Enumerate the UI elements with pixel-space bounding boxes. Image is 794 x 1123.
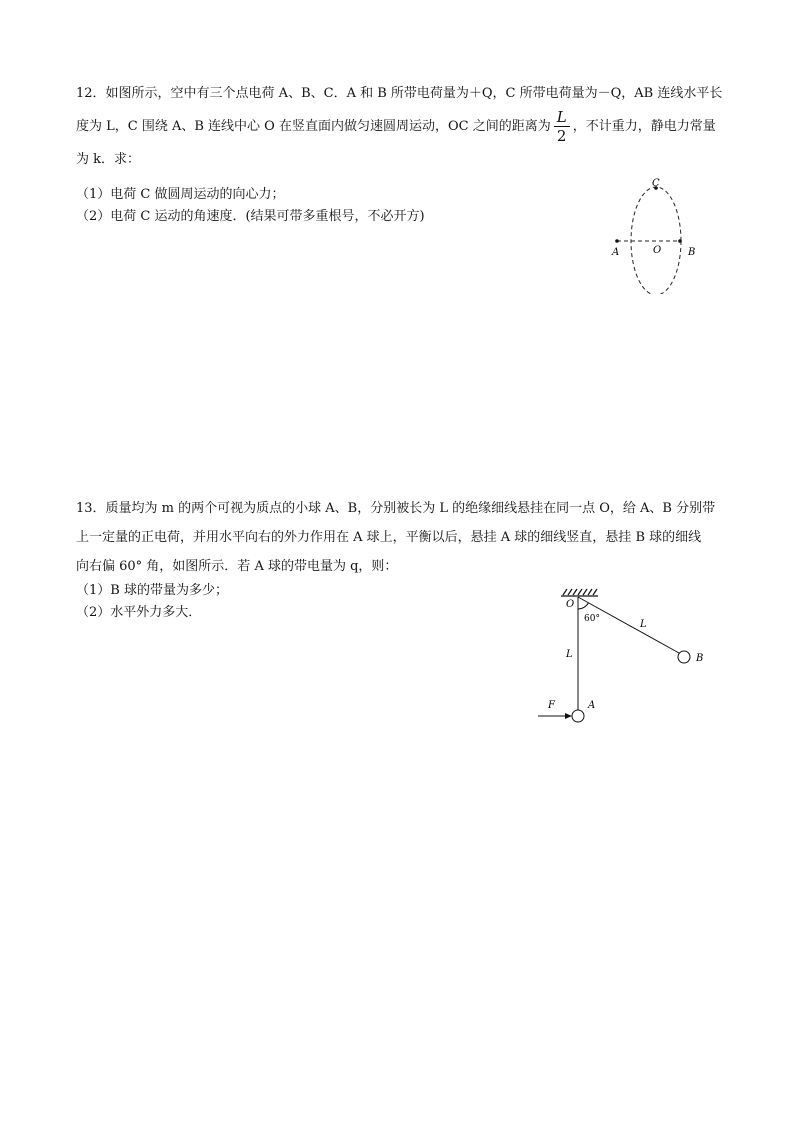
q13-sub-questions [76,580,228,624]
label-l-b: L [640,619,647,630]
question-12 [76,79,732,174]
q13-line-2: 上一定量的正电荷，并用水平向右的外力作用在 A 球上，平衡以后，悬挂 A 球的细线竖直，悬挂 B 球的细线 [76,530,702,545]
q13-figure-pendulum [530,585,720,730]
ball-b [678,651,690,663]
q12-line-2 [76,108,732,145]
q13-sub-question-2: （2）水平外力多大． [76,605,202,620]
q12-sub-question-1: （1）电荷 C 做圆周运动的向心力； [76,187,285,202]
force-arrow-head [565,713,572,719]
point-a [615,239,619,243]
q12-sub-question-2: （2）电荷 C 运动的角速度．(结果可带多重根号，不必开方) [76,209,425,224]
label-b: B [696,653,704,664]
angle-arc [578,603,589,609]
q12-figure-ellipse [600,172,710,294]
label-b: B [688,247,696,258]
ceiling-hatch [561,589,598,596]
question-13 [76,494,732,581]
label-c: C [652,178,660,189]
q12-line-3: 为 k．求： [76,152,141,167]
q12-line-1: 12．如图所示，空中有三个点电荷 A、B、C．A 和 B 所带电荷量为＋Q，C 所带电荷量为－Q，AB 连线水平长 [76,86,723,101]
fraction-numerator: L [554,108,570,127]
q12-line-2-text: 度为 L，C 围绕 A、B 连线中心 O 在竖直面内做匀速圆周运动，OC 之间的距离为 [76,119,551,134]
label-angle: 60° [584,614,600,624]
q12-sub-questions [76,184,425,228]
label-a: A [612,247,620,258]
fraction-denominator: 2 [556,127,567,145]
label-o: O [653,245,662,256]
q13-sub-question-1: （1）B 球的带量为多少； [76,583,228,598]
q12-line-2-tail: ，不计重力，静电力常量 [572,119,716,134]
label-a: A [588,700,596,711]
q13-line-1: 13．质量均为 m 的两个可视为质点的小球 A、B，分别被长为 L 的绝缘细线悬挂在同一点 O，给 A、B 分别带 [76,501,716,516]
label-l-a: L [566,649,573,660]
fraction-l-over-2 [554,108,570,145]
point-b [678,239,682,243]
q13-line-3: 向右偏 60° 角，如图所示．若 A 球的带电量为 q，则： [76,559,398,574]
label-f: F [548,700,555,711]
label-o: O [566,599,575,610]
string-b [578,597,679,653]
ball-a [572,710,584,722]
